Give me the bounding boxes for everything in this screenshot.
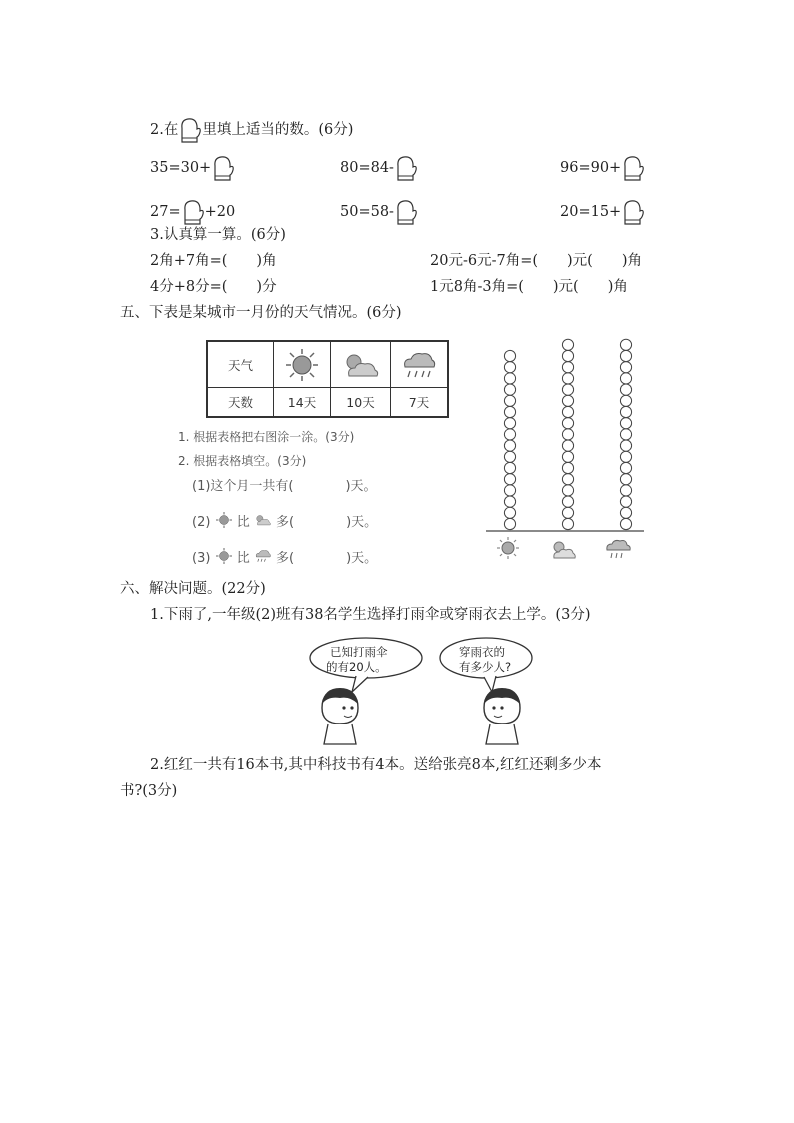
mitten-answer-box[interactable] [211, 154, 235, 182]
tally-circle[interactable] [562, 373, 573, 384]
section-6-title: 六、解决问题。(22分) [120, 581, 266, 597]
tally-circle[interactable] [620, 362, 631, 373]
mitten-answer-box[interactable] [621, 198, 645, 226]
cloudy-icon [554, 542, 575, 558]
tally-circle[interactable] [504, 384, 515, 395]
student-left-icon [322, 688, 358, 744]
tally-circle[interactable] [620, 496, 631, 507]
rain-icon [391, 342, 447, 388]
q2-eq-2a: 27= +20 [150, 198, 235, 226]
s6-problem-2-line-2: 书?(3分) [120, 783, 178, 799]
mitten-answer-box[interactable] [181, 198, 205, 226]
q2-eq-1a: 35=30+ [150, 154, 235, 182]
cloudy-icon [331, 342, 391, 388]
table-header-days: 天数 [208, 388, 274, 416]
tally-circle[interactable] [562, 485, 573, 496]
tally-circle[interactable] [504, 496, 515, 507]
tally-circle[interactable] [504, 462, 515, 473]
q3-line-1a: 2角+7角=( )角 [150, 253, 277, 269]
tally-circle[interactable] [620, 418, 631, 429]
tally-circle[interactable] [504, 507, 515, 518]
days-rain: 7天 [408, 395, 430, 410]
q2-eq-2c: 20=15+ [560, 198, 645, 226]
tally-circle[interactable] [620, 440, 631, 451]
tally-circle[interactable] [620, 373, 631, 384]
student-right-icon [484, 688, 520, 744]
tally-circle[interactable] [620, 485, 631, 496]
weather-table [206, 340, 449, 418]
tally-circle[interactable] [620, 451, 631, 462]
sunny-icon [215, 546, 233, 566]
q2-eq-1b: 80=84- [340, 154, 418, 182]
tally-circle[interactable] [620, 350, 631, 361]
tally-circle[interactable] [620, 406, 631, 417]
sunny-icon [274, 342, 331, 388]
q2-instruction: 2.在 里填上适当的数。(6分) [150, 116, 353, 144]
tally-circle[interactable] [620, 429, 631, 440]
sunny-icon [497, 537, 519, 559]
s5-fill-3: (3) 比 多( )天。 [192, 546, 377, 568]
days-cloudy: 10天 [331, 388, 391, 416]
tally-circle[interactable] [504, 429, 515, 440]
tally-circle[interactable] [504, 350, 515, 361]
bubble-left-text: 已知打雨伞 的有20人。 [326, 645, 388, 674]
s5-sub-2: 2. 根据表格填空。(3分) [178, 454, 307, 468]
s5-sub-1: 1. 根据表格把右图涂一涂。(3分) [178, 430, 355, 444]
q2-eq-2b: 50=58- [340, 198, 418, 226]
tally-circle[interactable] [562, 350, 573, 361]
mitten-answer-box[interactable] [394, 198, 418, 226]
tally-circle[interactable] [562, 496, 573, 507]
s5-fill-1: (1)这个月一共有( )天。 [192, 479, 377, 494]
sunny-icon [215, 510, 233, 530]
tally-circle[interactable] [620, 339, 631, 350]
tally-circle[interactable] [562, 362, 573, 373]
tally-circle[interactable] [562, 518, 573, 529]
mitten-answer-box[interactable] [621, 154, 645, 182]
tally-circle[interactable] [562, 462, 573, 473]
tally-circle[interactable] [562, 384, 573, 395]
weather-circle-graph [480, 334, 650, 574]
tally-circle[interactable] [504, 418, 515, 429]
tally-circle[interactable] [562, 418, 573, 429]
tally-circle[interactable] [504, 451, 515, 462]
rain-icon [254, 546, 272, 566]
tally-circle[interactable] [504, 485, 515, 496]
s6-problem-2-line-1: 2.红红一共有16本书,其中科技书有4本。送给张亮8本,红红还剩多少本 [150, 757, 602, 773]
tally-circle[interactable] [562, 507, 573, 518]
tally-circle[interactable] [504, 395, 515, 406]
table-header-weather: 天气 [208, 342, 274, 388]
cloudy-icon [254, 510, 272, 530]
days-sunny: 14天 [274, 388, 331, 416]
tally-circle[interactable] [620, 462, 631, 473]
tally-circle[interactable] [562, 339, 573, 350]
tally-circle[interactable] [504, 440, 515, 451]
q2-eq-1c: 96=90+ [560, 154, 645, 182]
s5-fill-2: (2) 比 多( )天。 [192, 510, 377, 532]
tally-circle[interactable] [620, 384, 631, 395]
tally-circle[interactable] [562, 406, 573, 417]
tally-circle[interactable] [562, 474, 573, 485]
tally-circle[interactable] [562, 395, 573, 406]
tally-circle[interactable] [562, 429, 573, 440]
s6-problem-1: 1.下雨了,一年级(2)班有38名学生选择打雨伞或穿雨衣去上学。(3分) [150, 607, 591, 623]
tally-circle[interactable] [620, 507, 631, 518]
section-5-title: 五、下表是某城市一月份的天气情况。(6分) [120, 305, 402, 321]
bubble-right-text: 穿雨衣的 有多少人? [459, 645, 512, 674]
q3-title: 3.认真算一算。(6分) [150, 227, 286, 243]
tally-circle[interactable] [562, 451, 573, 462]
q3-line-2b: 1元8角-3角=( )元( )角 [430, 279, 628, 295]
tally-circle[interactable] [504, 406, 515, 417]
tally-circle[interactable] [620, 395, 631, 406]
tally-circle[interactable] [620, 518, 631, 529]
tally-circle[interactable] [504, 362, 515, 373]
q3-line-1b: 20元-6元-7角=( )元( )角 [430, 253, 642, 269]
mitten-answer-box[interactable] [394, 154, 418, 182]
mitten-blank-icon [178, 116, 202, 144]
tally-circle[interactable] [504, 373, 515, 384]
tally-circle[interactable] [562, 440, 573, 451]
tally-circle[interactable] [504, 518, 515, 529]
tally-circle[interactable] [504, 474, 515, 485]
tally-circle[interactable] [620, 474, 631, 485]
rain-icon [607, 540, 630, 558]
q3-line-2a: 4分+8分=( )分 [150, 279, 277, 295]
